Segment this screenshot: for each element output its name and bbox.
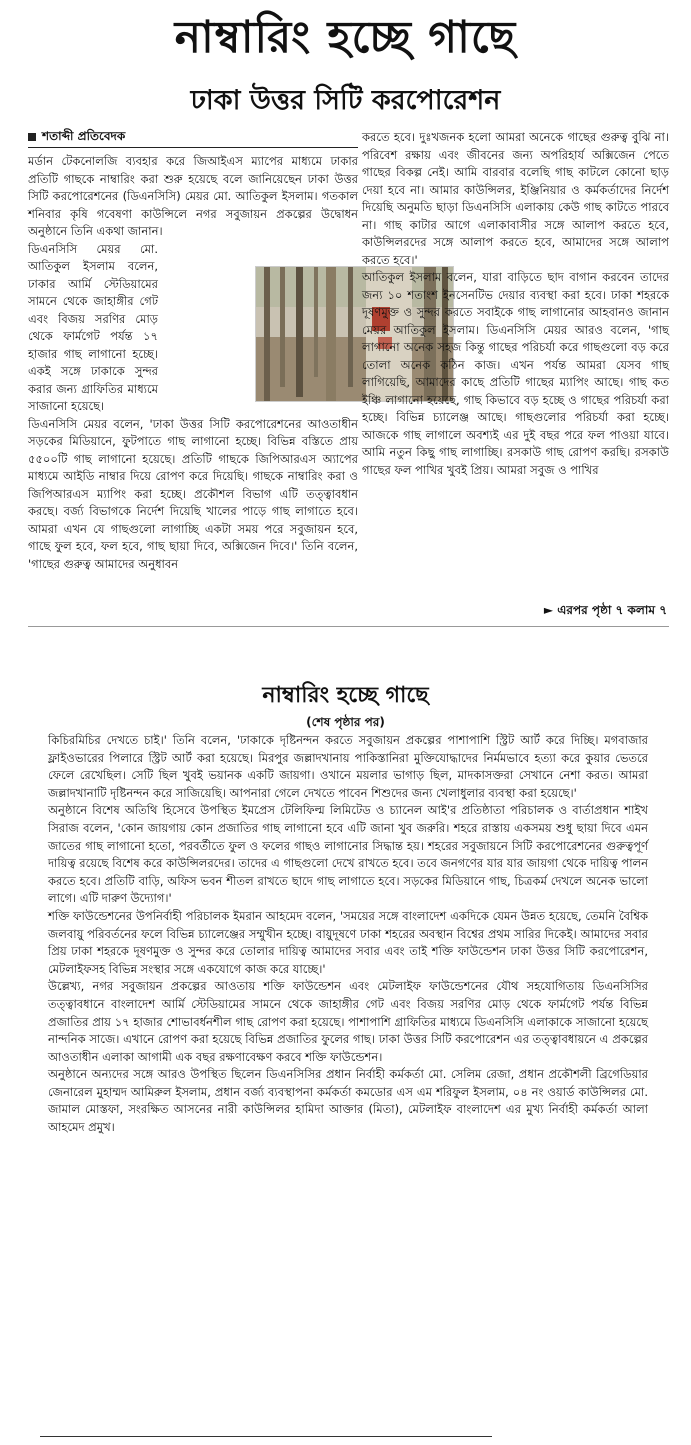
- paragraph: অনুষ্ঠানে অন্যদের সঙ্গে আরও উপস্থিত ছিলেন ডিএনসিসির প্রধান নির্বাহী কর্মকর্তা মো. সেলিম রেজা, প্রধান প্রকৌশলী ব্রিগেডিয়ার জেনারেল মুহাম্মদ আমিরুল ইসলাম, প্রধান বর্জ্য ব্যবস্থাপনা কর্মকর্তা কমডোর এস এম শরিফুল ইসলাম, ০৪ নং ওয়ার্ড কাউন্সিলর মো. জামাল মোস্তফা, সংরক্ষিত আসনের নারী কাউন্সিলর হামিদা আক্তার (মিতা), মেটলাইফ বাংলাদেশ এর মুখ্য নির্বাহী কর্মকর্তা আলা আহমেদ প্রমুখ।: [48, 1067, 648, 1135]
- paragraph: উল্লেখ্য, নগর সবুজায়ন প্রকল্পের আওতায় শক্তি ফাউন্ডেশন এবং মেটলাইফ ফাউন্ডেশনের যৌথ সহযোগিতায় ডিএনসিসির তত্ত্বাবধানে বাংলাদেশ আর্মি স্টেডিয়ামের সামনে থেকে জাহাঙ্গীর গেট এবং বিজয় সরণির মোড় থেকে ফার্মগেট পর্যন্ত বিভিন্ন প্রজাতির প্রায় ১৭ হাজার শোভাবর্ধনশীল গাছ রোপণ করা হয়েছে। পাশাপাশি গ্রাফিতির মাধ্যমে ডিএনসিসি এলাকাকে সাজানো হয়েছে নান্দনিক সাজে। এখানে রোপণ করা হয়েছে বিভিন্ন প্রজাতির ফুলের গাছ। ঢাকা উত্তর সিটি করপোরেশন এর তত্ত্বাবধায়নে এ প্রকল্পের আওতাধীন এলাকা আগামী এক বছর রক্ষণাবেক্ষণ করবে শক্তি ফাউন্ডেশন।: [48, 979, 648, 1064]
- paragraph: করতে হবে। দুঃখজনক হলো আমরা অনেকে গাছের গুরুত্ব বুঝি না। পরিবেশ রক্ষায় এবং জীবনের জন্য অপরিহার্য অক্সিজেন পেতে গাছের বিকল্প নেই। আমি বারবার বলেছি গাছ কাটলে কোনো ছাড় দেয়া হবে না। আমার কাউন্সিলর, ইঞ্জিনিয়ার ও কর্মকর্তাদের নির্দেশ দিয়েছি অনুমতি ছাড়া ডিএনসিসি এলাকায় কেউ গাছ কাটতে পারবে না। গাছ কাটার আগে এলাকাবাসীর সঙ্গে আলাপ করতে হবে, কাউন্সিলরদের সঙ্গে আলাপ করতে হবে, আমাদের সঙ্গে আলাপ করতে হবে।': [362, 130, 669, 267]
- bottom-rule: [40, 1436, 492, 1437]
- article-column-2: [362, 129, 669, 479]
- continuation-body: [48, 732, 648, 1137]
- paragraph: ডিএনসিসি মেয়র মো. আতিকুল ইসলাম বলেন, ঢাকার আর্মি স্টেডিয়ামের সামনে থেকে জাহাঙ্গীর গেট এবং বিজয় সরণির মোড় থেকে ফার্মগেট পর্যন্ত ১৭ হাজার গাছ লাগানো হচ্ছে। একই সঙ্গে ঢাকাকে সুন্দর করার জন্য গ্রাফিতির মাধ্যমে সাজানো হয়েছে।: [28, 241, 158, 413]
- bullet-square-icon: [28, 133, 36, 141]
- paragraph: ডিএনসিসি মেয়র বলেন, 'ঢাকা উত্তর সিটি করপোরেশনের আওতাধীন সড়কের মিডিয়ানে, ফুটপাতে গাছ লাগানো হচ্ছে। বিভিন্ন বস্তিতে প্রায় ৫৫০০টি গাছ লাগানো হয়েছে। প্রতিটি গাছকে জিপিআরএস অ্যাপের মাধ্যমে আইডি নাম্বার দিয়ে রোপণ করে দিয়েছি। গাছকে নাম্বারিং করা ও জিপিআরএস ম্যাপিং করা হচ্ছে। প্রকৌশল বিভাগ এটি তত্ত্বাবধান করছে। বর্জ্য বিভাগকে নির্দেশ দিয়েছি খালের পাড়ে গাছ লাগাতে হবে। আমরা এখন যে গাছগুলো লাগাচ্ছি একটা সময় পরে সবুজায়ন হবে, গাছে ফুল হবে, ফল হবে, গাছ ছায়া দিবে, অক্সিজেন দিবে।' তিনি বলেন, 'গাছের গুরুত্ব আমাদের অনুধাবন: [28, 416, 358, 571]
- paragraph: অনুষ্ঠানে বিশেষ অতিথি হিসেবে উপস্থিত ইমপ্রেস টেলিফিল্ম লিমিটেড ও চ্যানেল আই'র প্রতিষ্ঠাতা পরিচালক ও বার্তাপ্রধান শাইখ সিরাজ বলেন, 'কোন জায়গায় কোন প্রজাতির গাছ লাগানো হবে এটি জানা খুব জরুরি। শহরে রাস্তায় একসময় শুধু ছায়া দিবে এমন জাতের গাছ লাগানো হতো, পরবর্তীতে ফুল ও ফলের গাছও লাগানোর সিদ্ধান্ত হয়। শহরের সবুজায়নে সিটি করপোরেশনের গুরুত্বপূর্ণ দায়িত্ব রয়েছে বিশেষ করে কাউন্সিলরদের। তাদের এ গাছগুলো দেখে রাখতে হবে। তবে জনগণের যার যার জায়গা থেকে দায়িত্ব পালন করতে হবে। প্রতিটি বাড়ি, অফিস ভবন শীতল রাখতে ছাদে গাছ লাগাতে হবে। সড়কের মিডিয়ানে গাছ, চিত্রকর্ম দেখলে অনেক ভালো লাগে। এটি দারুণ উদ্যোগ।': [48, 803, 648, 906]
- headline: নাম্বারিং হচ্ছে গাছে: [174, 12, 517, 63]
- byline-text: শতাব্দী প্রতিবেদক: [42, 129, 126, 143]
- paragraph: আতিকুল ইসলাম বলেন, যারা বাড়িতে ছাদ বাগান করবেন তাদের জন্য ১০ শতাংশ ইনসেনটিভ দেয়ার ব্যবস্থা করা হবে। ঢাকা শহরকে দূষণমুক্ত ও সুন্দর করতে সবাইকে গাছ লাগানোর আহবানও জানান মেয়র আতিকুল ইসলাম। ডিএনসিসি মেয়র আরও বলেন, 'গাছ লাগানো অনেক সহজ কিন্তু গাছের পরিচর্যা করে গাছগুলো বড় করে তোলা অনেক কঠিন কাজ। এখন পর্যন্ত আমরা যেসব গাছ লাগিয়েছি, আমাদের কাছে প্রতিটি গাছের ম্যাপিং আছে। গাছ কত ইঞ্চি লাগানো হয়েছে, গাছ কিভাবে বড় হচ্ছে ও গাছের পরিচর্যা করা হচ্ছে। বিভিন্ন চ্যালেঞ্জ আছে। গাছগুলোর পরিচর্যা করা হচ্ছে। আজকে গাছ লাগালে অবশ্যই এর দুই বছর পরে ফল পাওয়া যাবে। আমি নতুন কিছু গাছ লাগাচ্ছি। রসকাউ গাছ রোপণ করছি। রসকাউ গাছের ফল পাখির খুবই প্রিয়। আমরা সবুজ ও পাখির: [362, 270, 669, 477]
- byline: [28, 128, 358, 148]
- section-divider: [28, 626, 669, 627]
- continuation-subhead: (শেষ পৃষ্ঠার পর): [306, 715, 385, 729]
- paragraph: শক্তি ফাউন্ডেশনের উপনির্বাহী পরিচালক ইমরান আহমেদ বলেন, 'সময়ের সঙ্গে বাংলাদেশ একদিকে যেমন উন্নত হয়েছে, তেমনি বৈশ্বিক জলবায়ু পরিবর্তনের ফলে বিভিন্ন চ্যালেঞ্জের সম্মুখীন হচ্ছে। বায়ুদূষণে ঢাকা শহরের অবস্থান বিশ্বের প্রথম সারির দিকেই। আমাদের সবার প্রিয় ঢাকা শহরকে দূষণমুক্ত ও সুন্দর করে তোলার দায়িত্ব আমাদের সবার এবং তাই শক্তি ফাউন্ডেশন ঢাকা উত্তর সিটি করপোরেশন, মেটলাইফসহ বিভিন্ন সংস্থার সঙ্গে একযোগে কাজ করে যাচ্ছে।': [48, 908, 648, 976]
- paragraph: কিচিরমিচির দেখতে চাই।' তিনি বলেন, 'ঢাকাকে দৃষ্টিনন্দন করতে সবুজায়ন প্রকল্পের পাশাপাশি স্ট্রিট আর্ট করে দিচ্ছি। মগবাজার ফ্লাইওভারের পিলারে স্ট্রিট আর্ট করা হয়েছে। মিরপুর জল্লাদখানায় পাকিস্তানিরা মুক্তিযোদ্ধাদের নির্মমভাবে হত্যা করে কুয়ার ভেতরে ফেলে রেখেছিল। সেটি ছিল খুবই ভয়ানক একটি জায়গা। ওখানে ময়লার ভাগাড় ছিল, মাদকাসক্তরা সেখানে নেশা করত। আমরা জল্লাদখানাটি দৃষ্টিনন্দন করে সাজিয়েছি। আপনারা গেলে দেখতে পাবেন শিশুদের জন্য খেলাধুলার ব্যবস্থা করা হয়েছে।': [48, 733, 648, 800]
- paragraph: মর্ডান টেকনোলজি ব্যবহার করে জিআইএস ম্যাপের মাধ্যমে ঢাকার প্রতিটি গাছকে নাম্বারিং করা শুরু হয়েছে বলে জানিয়েছেন ঢাকা উত্তর সিটি করপোরেশনের (ডিএনসিসি) মেয়র মো. আতিকুল ইসলাম। গতকাল শনিবার কৃষি গবেষণা কাউন্সিলে নগর সবুজায়ন প্রকল্পের উদ্বোধন অনুষ্ঠানে তিনি একথা জানান।: [28, 154, 358, 238]
- byline-rule: [28, 147, 358, 148]
- continued-note: ► এরপর পৃষ্ঠা ৭ কলাম ৭: [543, 603, 667, 617]
- continuation-headline: নাম্বারিং হচ্ছে গাছে: [262, 683, 429, 708]
- subheadline: ঢাকা উত্তর সিটি করপোরেশন: [190, 85, 501, 116]
